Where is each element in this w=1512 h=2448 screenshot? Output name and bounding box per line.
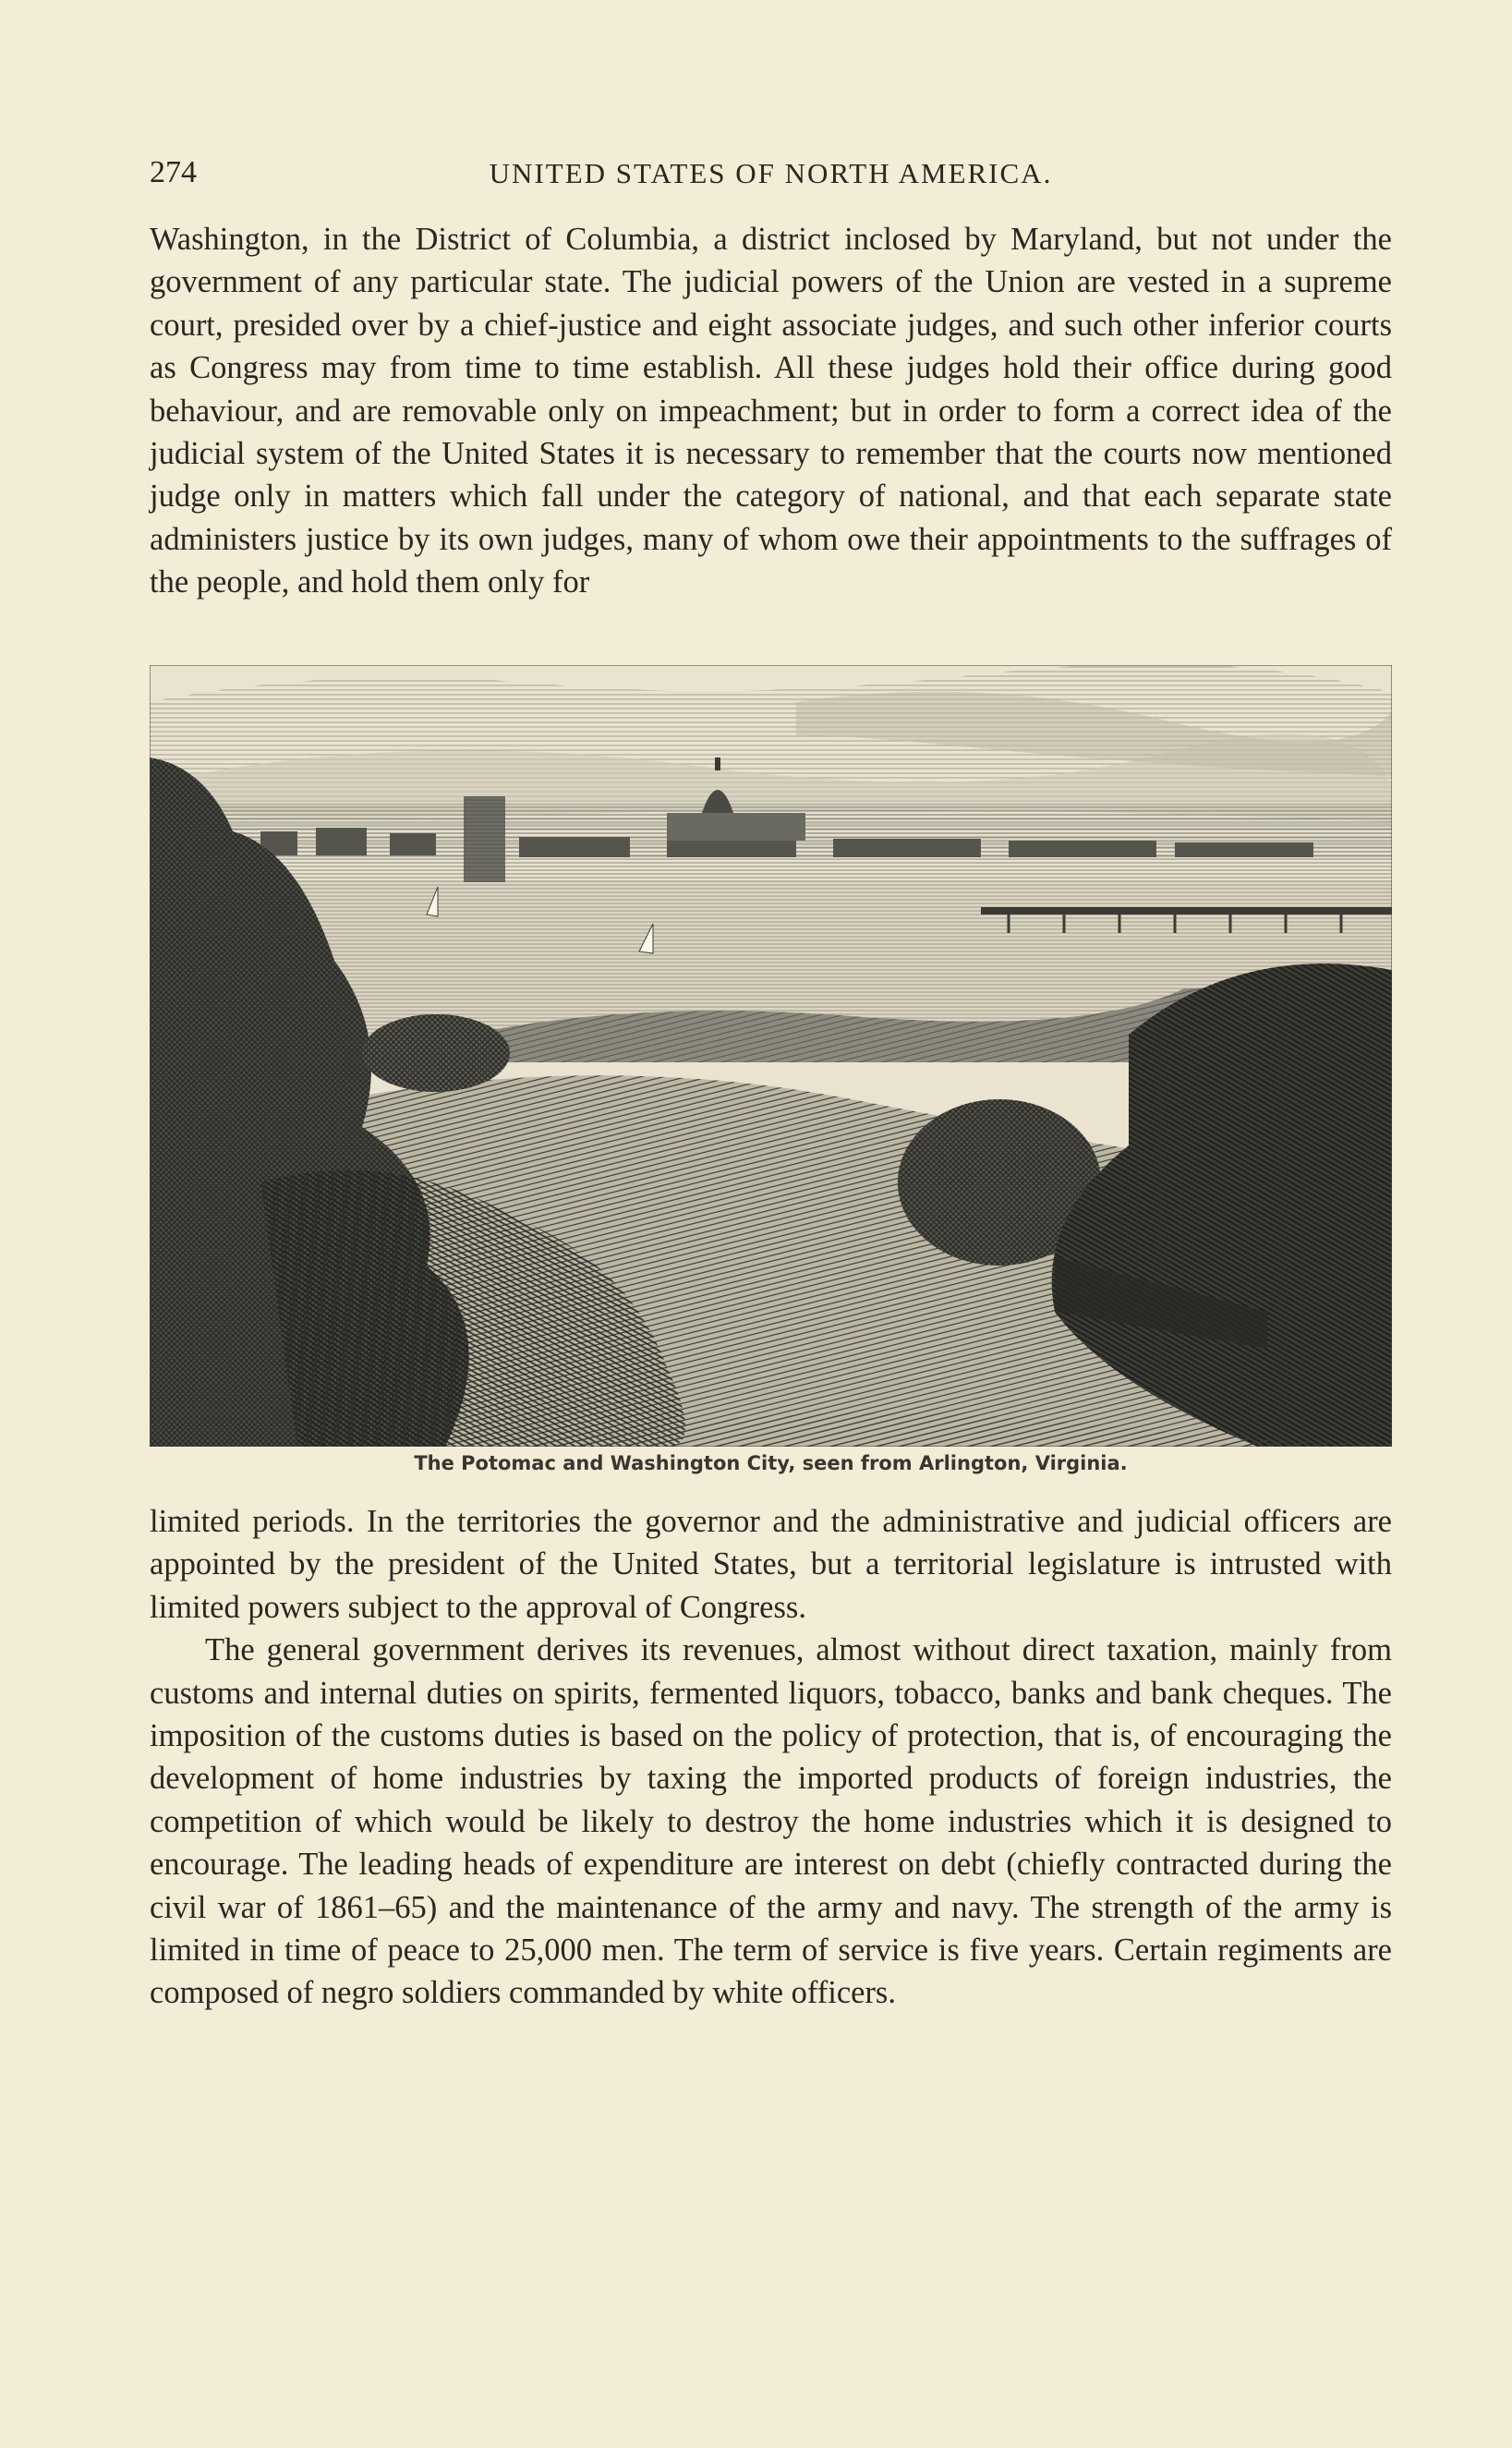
figure-caption: The Potomac and Washington City, seen from Arlington, Virginia. xyxy=(414,1452,1128,1474)
page-header xyxy=(150,155,1392,196)
page-number: 274 xyxy=(150,155,197,189)
body-paragraph-revenue: The general government derives its revenues, almost without direct taxation, mainly from customs and internal duties on spirits, fermented liquors, tobacco, banks and bank cheques. The imposition of the customs duties is based on the policy of protection, that is, of encouraging the development of home industries by taxing the imported products of foreign industries, the competition of which would be likely to destroy the home industries which it is designed to encourage. The leading heads of expenditure are interest on debt (chiefly contracted during the civil war of 1861–65) and the maintenance of the army and navy. The strength of the army is limited in time of peace to 25,000 men. The term of service is five years. Certain regiments are composed of negro soldiers commanded by white officers. xyxy=(150,1632,1392,2011)
body-paragraph-top: Washington, in the District of Columbia, a district inclosed by Maryland, but not under the government of any particular state. The judicial powers of the Union are vested in a supreme court, presided over by a chief-justice and eight associate judges, and such other inferior courts as Congress may from time to time establish. All these judges hold their office during good behaviour, and are removable only on impeachment; but in order to form a correct idea of the judicial system of the United States it is necessary to remember that the courts now mentioned judge only in matters which fall under the category of national, and that each separate state administers justice by its own judges, many of whom owe their appointments to the suffrages of the people, and hold them only for xyxy=(150,222,1392,600)
running-title: UNITED STATES OF NORTH AMERICA. xyxy=(489,157,1053,189)
engraving-illustration xyxy=(150,665,1392,1447)
body-paragraph-continued: limited periods. In the territories the governor and the administrative and judicial officers are appointed by the president of the United States, but a territorial legislature is intrusted with limited powers subject to the approval of Congress. xyxy=(150,1504,1392,1625)
body-text-bottom xyxy=(150,1500,1392,2015)
engraving-figure xyxy=(150,665,1392,1474)
